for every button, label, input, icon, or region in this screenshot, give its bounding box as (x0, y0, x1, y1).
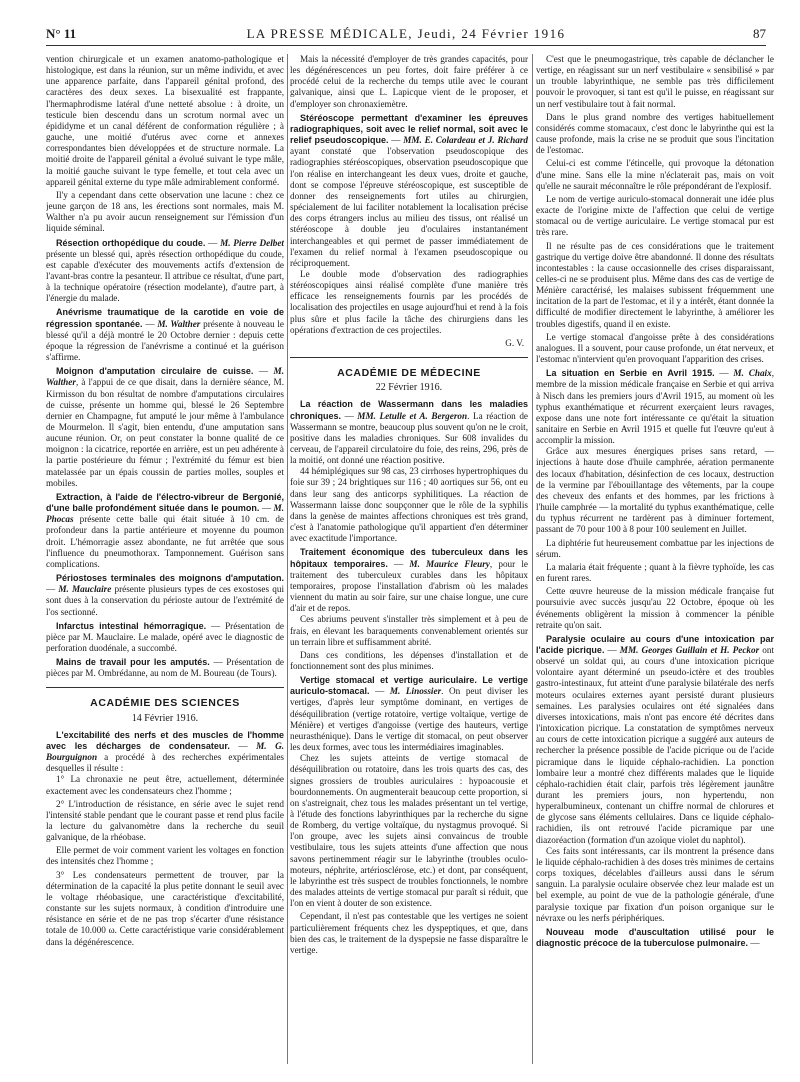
page-number: 87 (753, 26, 766, 41)
paragraph: Celui-ci est comme l'étincelle, qui provoque la détonation d'une mine. Sans elle la mine n'éclaterait pas, mais on voit qu'elle ne saurait méconnaître le rôle prépondérant de l'explosif. (536, 158, 774, 191)
section-separator (46, 687, 284, 688)
article-body: présente à nouveau le blessé qu'il a déjà montré le 20 Octobre dernier : depuis cette époque la régression de l'anévrisme a continué et la guérison s'affirme. (46, 318, 284, 363)
article-title: Traitement économique des tuberculeux dans les hôpitaux temporaires. (290, 547, 528, 569)
article: Vertige stomacal et vertige auriculaire. Le vertige auriculo-stomacal. — M. Linossier. On peut diviser les vertiges, d'après leur symptôme dominant, en vertiges de déséquilibration (vertige rotatoire, vertige voltaïque, vertige de Ménière) et vertiges d'angoisse (vertige des hauteurs, vertige neurasthénique). Dans le vertige dit stomacal, on peut observer les deux formes, avec tous les intermédiaires imaginables. (290, 675, 528, 753)
column-3 (536, 54, 774, 1064)
article: Nouveau mode d'auscultation utilisé pour le diagnostic précoce de la tuberculose pulmonaire. — (536, 926, 774, 949)
list-item: 1° La chronaxie ne peut être, actuellement, déterminée exactement avec les condensateurs chez l'homme ; (46, 774, 284, 796)
paragraph: La diphtérie fut heureusement combattue par les injections de sérum. (536, 537, 774, 559)
article: Résection orthopédique du coude. — M. Pierre Delbet présente un blessé qui, après résection orthopédique du coude, est capable d'exécuter des mouvements actifs d'extension de l'avant-bras contre la pesanteur. Il attribue ce résultat, d'une part, à la technique opératoire (résection modelante), d'autre part, à l'énergie du malade. (46, 237, 284, 304)
article-author: M. G. Bourguignon (46, 740, 284, 763)
article: Anévrisme traumatique de la carotide en voie de régression spontanée. — M. Walther présente à nouveau le blessé qu'il a déjà montré le 20 Octobre dernier : depuis cette époque la régression de l'anévrisme a continué et la guérison s'affirme. (46, 307, 284, 363)
article-body: . On peut diviser les vertiges, d'après leur symptôme dominant, en vertiges de déséquilibration (vertige rotatoire, vertige voltaïque, vertige de Ménière) et vertiges d'angoisse (vertige des hauteurs, vertige neurasthénique). Dans le vertige dit stomacal, on peut observer les deux formes, avec tous les intermédiaires imaginables. (290, 686, 528, 753)
article-author: M. Mauclaire (58, 584, 112, 595)
signature: G. V. (505, 337, 524, 348)
paragraph: Ces abriums peuvent s'installer très simplement et à peu de frais, en élevant les baraquements convenablement orientés sur un terrain libre et suffisamment abrité. (290, 614, 528, 647)
article: Stéréoscope permettant d'examiner les épreuves radiographiques, soit avec le relief normal, soit avec le relief pseudoscopique. — MM. E. Colardeau et J. Richard ayant constaté que l'observation pseudoscopique des radiographies stéréoscopiques, observation pseudoscopique que l'on réalise en interchangeant les deux vues, droite et gauche, dont se compose l'épreuve stéréoscopique, est susceptible de donner des renseignements fort utiles au chirurgien, spécialement de lui faciliter notablement la localisation précise des corps étrangers inclus au milieu des tissus, ont réalisé un stéréoscope à double jeu d'oculaires instantanément interchangeables et qui permet de passer immédiatement de l'examen du relief normal à l'examen pseudoscopique ou réciproquement. (290, 112, 528, 268)
paragraph: Le vertige stomacal d'angoisse prête à des considérations analogues. Il a souvent, pour cause profonde, un état nerveux, et l'estomac n'intervient qu'en provoquant l'apparition des crises. (536, 331, 774, 365)
paragraph: La malaria était fréquente ; quant à la fièvre typhoïde, les cas en furent rares. (536, 561, 774, 584)
article-title: Stéréoscope permettant d'examiner les épreuves radiographiques, soit avec le relief normal, soit avec le relief pseudoscopique. (290, 112, 528, 146)
list-item: Elle permet de voir comment varient les voltages en fonction des intensités chez l'homme ; (46, 845, 284, 867)
article-body: présente cette balle qui était située à 10 cm. de profondeur dans la partie antérieure et moyenne du poumon droit. L'hémorragie assez abondante, ne fut arrêtée que sous l'influence du pneumothorax. Tamponnement. Guérison sans complications. (46, 514, 284, 569)
header-rule (46, 45, 766, 46)
article: Moignon d'amputation circulaire de cuisse. — M. Walther, à l'appui de ce que disait, dans la dernière séance, M. Kirmisson du bon résultat de nombre d'amputations circulaires de cuisse, présente un homme qui, blessé le 26 Septembre dernier en Champagne, fut amputé le jour même à l'ambulance de Mourmelon. Il s'agit, bien entendu, d'une amputation sans aucune réunion. Or, on peut constater la bonne qualité de ce moignon : la cicatrice, reportée en arrière, est un peu adhérente à la partie postérieure du fémur ; l'extrémité du fémur est bien matelassée par un épais coussin de parties molles, souples et mobiles. (46, 366, 284, 488)
article: Périostoses terminales des moignons d'amputation. — M. Mauclaire présente plusieurs types de ces exostoses qui sont dues à la conservation du périoste autour de l'extrémité de l'os sectionné. (46, 573, 284, 617)
list-item: 3° Les condensateurs permettent de trouver, par la détermination de la capacité la plus petite donnant le seuil avec le voltage rhéobasique, une caractéristique d'excitabilité, constante sur les sujets normaux, à condition d'introduire une résistance en série et de ne pas trop s'écarter d'une résistance totale de 10.000 ω. Cette caractéristique varie considérablement dans la dégénérescence. (46, 869, 284, 947)
article-body: présente un blessé qui, après résection orthopédique du coude, est capable d'exécuter des mouvements actifs d'extension de l'avant-bras contre la pesanteur. Il attribue ce résultat, d'une part, à la technique opératoire (résection modelante), d'autre part, à l'énergie du malade. (46, 248, 284, 304)
paragraph: Il ne résulte pas de ces considérations que le traitement gastrique du vertige doive être abandonné. Il donne des résultats incontestables : la cause occasionnelle des crises disparaissant, celles-ci ne se produisent plus. Même dans des cas de vertige de Ménière caractérisé, les malaises subissent fréquemment une incitation de la part de l'estomac, et il y a intérêt, étant donnée la difficulté de modifier directement le labyrinthe, à améliorer les troubles digestifs, quand il en existe. (536, 240, 774, 329)
section-date: 14 Février 1916. (131, 712, 199, 724)
article-body: , pour le traitement des tuberculeux curables dans les hôpitaux temporaires, propose l'installation d'abrism où les malades viennent du matin au soir faire, sur une chaise longue, une cure d'air et de repos. (290, 558, 528, 614)
paragraph: Mais la nécessité d'employer de très grandes capacités, pour les dégénérescences un peu fortes, doit faire préférer à ce procédé celui de la recherche du temps utile avec le courant galvanique, ainsi que L. Lapicque vient de le proposer, et d'employer son chronaxiemètre. (290, 54, 528, 109)
article-body: Présentation de pièces par M. Ombrédanne, au nom de M. Boureau (de Tours). (46, 657, 284, 679)
section-heading: ACADÉMIE DE MÉDECINE (337, 367, 481, 380)
article: Extraction, à l'aide de l'électro-vibreur de Bergonié, d'une balle profondément située dans le poumon. — M. Phocas présente cette balle qui était située à 10 cm. de profondeur dans la partie antérieure et moyenne du poumon droit. L'hémorragie assez abondante, ne fut arrêtée que sous l'influence du pneumothorax. Tamponnement. Guérison sans complications. (46, 491, 284, 569)
article: Mains de travail pour les amputés. — Présentation de pièces par M. Ombrédanne, au nom de M. Boureau (de Tours). (46, 657, 284, 679)
article-title: Infarctus intestinal hémorragique. (56, 620, 207, 631)
column-2 (290, 54, 528, 1064)
column-divider (287, 54, 288, 1064)
article: La réaction de Wassermann dans les maladies chroniques. — MM. Letulle et A. Bergeron. La réaction de Wassermann se montre, beaucoup plus souvent qu'on ne le croit, positive dans les maladies chroniques. Sur 608 invalides du cerveau, de l'appareil circulatoire du foie, des reins, 296, près de la moitié, ont donné une réaction positive. (290, 399, 528, 466)
paragraph: 44 hémiplégiques sur 98 cas, 23 cirrhoses hypertrophiques du foie sur 39 ; 24 brightiques sur 116 ; 40 aortiques sur 56, ont eu dans leur sang des anticorps syphilitiques. La réaction de Wassermann laisse donc soupçonner que le rôle de la syphilis dans la genèse de maintes affections chroniques est très grand, c'est à l'anatomie pathologique qu'il appartient d'en déterminer avec exactitude l'importance. (290, 466, 528, 544)
page-header (46, 26, 766, 44)
issue-number: N° 11 (46, 26, 77, 41)
article: Infarctus intestinal hémorragique. — Présentation de pièce par M. Mauclaire. Le malade, opéré avec le diagnostic de perforation duodénale, a succombé. (46, 620, 284, 653)
article-title: Extraction, à l'aide de l'électro-vibreur de Bergonié, d'une balle profondément située dans le poumon. (46, 491, 284, 514)
article-author: M. Chaix (733, 368, 772, 379)
article: L'excitabilité des nerfs et des muscles de l'homme avec les décharges de condensateur. — M. G. Bourguignon a procédé à des recherches expérimentales desquelles il résulte : (46, 729, 284, 774)
paragraph: Grâce aux mesures énergiques prises sans retard, — injections à haute dose d'huile camphrée, aération permanente des locaux d'habitation, désinfection de ces locaux, destruction de la vermine par l'ébouillantage des vêtements, par la coupe des cheveux des enfants et des hommes, par les frictions à l'huile camphrée — la mortalité du typhus exanthématique, celle du typhus récurrent ne tardèrent pas à diminuer fortement, passant de 70 pour 100 à 8 pour 100 seulement en Juillet. (536, 446, 774, 535)
paragraph: Cependant, il n'est pas contestable que les vertiges ne soient particulièrement fréquents chez les dyspeptiques, et que, dans bien des cas, le traitement de la dyspepsie ne fasse disparaître le vertige. (290, 911, 528, 955)
article-body: a procédé à des recherches expérimentales desquelles il résulte : (46, 752, 284, 774)
paragraph: Dans ces conditions, les dépenses d'installation et de fonctionnement sont des plus minimes. (290, 649, 528, 671)
article-body: présente plusieurs types de ces exostoses qui sont dues à la conservation du périoste autour de l'extrémité de l'os sectionné. (46, 584, 284, 617)
article-body: ayant constaté que l'observation pseudoscopique des radiographies stéréoscopiques, observation pseudoscopique que l'on réalise en interchangeant les deux vues, droite et gauche, dont se compose l'épreuve stéréoscopique, est susceptible de donner des renseignements fort utiles au chirurgien, spécialement de lui faciliter notablement la localisation précise des corps étrangers inclus au milieu des tissus, ont réalisé un stéréoscope à double jeu d'oculaires instantanément interchangeables et qui permet de passer immédiatement de l'examen du relief normal à l'examen pseudoscopique ou réciproquement. (290, 146, 528, 268)
article-author: M. Linossier (389, 686, 442, 697)
paragraph: Le double mode d'observation des radiographies stéréoscopiques ainsi réalisé complète d'une manière très efficace les renseignements fournis par les procédés de localisation des projectiles en usage aujourd'hui et rend à la fois plus sûre et plus facile la tâche des chirurgiens dans les opérations d'extraction de ces projectiles. (290, 268, 528, 335)
article-body: , à l'appui de ce que disait, dans la dernière séance, M. Kirmisson du bon résultat de nombre d'amputations circulaires de cuisse, présente un homme qui, blessé le 26 Septembre dernier en Champagne, fut amputé le jour même à l'ambulance de Mourmelon. Il s'agit, bien entendu, d'une amputation sans aucune réunion. Or, on peut constater la bonne qualité de ce moignon : la cicatrice, reportée en arrière, est un peu adhérente à la partie postérieure du fémur ; l'extrémité du fémur est bien matelassée par un épais coussin de parties molles, souples et mobiles. (46, 377, 284, 488)
paragraph: C'est que le pneumogastrique, très capable de déclancher le vertige, en réagissant sur un nerf vestibulaire « sensibilisé » par un trouble labyrinthique, ne semble pas très difficilement pouvoir le provoquer, si tant est qu'il le puisse, en réagissant sur un nerf vestibulaire tout à fait normal. (536, 54, 774, 109)
article-title: La situation en Serbie en Avril 1915. (546, 368, 715, 379)
article-title: Résection orthopédique du coude. (56, 237, 206, 248)
article-title: Périostoses terminales des moignons d'amputation. (56, 573, 284, 584)
article-author: MM. Letulle et A. Bergeron (357, 410, 468, 421)
article: Paralysie oculaire au cours d'une intoxication par l'acide picrique. — MM. Georges Guillain et H. Peckor ont observé un soldat qui, au cours d'une intoxication picrique volontaire ayant déterminé un pseudo-ictère et des troubles gastro-intestinaux, fut atteint d'une paralysie bilatérale des nerfs moteurs oculaires externes ayant persisté durant plusieurs semaines. Les paralysies oculaires ont été signalées dans diverses intoxications, mais n'ont pas encore été décrites dans l'intoxication picrique. La constatation de symptômes nerveux au cours de cette intoxication picrique a suggéré aux auteurs de rechercher la présence possible de l'acide picrique ou de l'acide picramique dans le liquide céphalo-rachidien. La ponction lombaire leur a montré chez différents malades que le liquide céphalo-rachidien était clair, parfois très légèrement jaunâtre durant les premiers jours, non hypertendu, non hyperalbumineux, contenant un chiffre normal de chlorures et de glycose sans éléments cellulaires. Dans ce liquide céphalo-rachidien, ils ont retrouvé l'acide picramique par une diazoréaction (formation d'un azoïque violet du naphtol). (536, 633, 774, 845)
article-author: M. Maurice Fleury (409, 558, 490, 569)
paragraph: Chez les sujets atteints de vertige stomacal de déséquilibration ou rotatoire, dans les trois quarts des cas, des signes grossiers de troubles auriculaires : hypoacousie et bourdonnements. On augmenterait beaucoup cette proportion, si on s'astreignait, chez tous les malades présentant un tel vertige, à l'étude des fonctions labyrinthiques par la recherche du signe de Romberg, du vertige voltaïque, du nystagmus provoqué. Si l'on groupe, avec les sujets ainsi convaincus de trouble vestibulaire, tous les sujets atteints d'une affection que nous savons pertinemment réagir sur le labyrinthe (troubles oculo-moteurs, néphrite, artériosclérose, etc.) et dont, par conséquent, le labyrinthe est très suspect de troubles fonctionnels, le nombre des malades atteints de vertige stomacal pur paraît si réduit, que l'on en vient à douter de son existence. (290, 753, 528, 909)
list-item: 2° L'introduction de résistance, en série avec le sujet rend l'intensité stable pendant que le courant passe et rend plus facile la lecture du galvanomètre dans la recherche du seuil galvanique, de la rhéobase. (46, 798, 284, 843)
article-body: ont observé un soldat qui, au cours d'une intoxication picrique volontaire ayant déterminé un pseudo-ictère et des troubles gastro-intestinaux, fut atteint d'une paralysie bilatérale des nerfs moteurs oculaires externes ayant persisté durant plusieurs semaines. Les paralysies oculaires ont été signalées dans diverses intoxications, mais n'ont pas encore été décrites dans l'intoxication picrique. La constatation de symptômes nerveux au cours de cette intoxication picrique a suggéré aux auteurs de rechercher la présence possible de l'acide picrique ou de l'acide picramique dans le liquide céphalo-rachidien. La ponction lombaire leur a montré chez différents malades que le liquide céphalo-rachidien était clair, parfois très légèrement jaunâtre durant les premiers jours, non hypertendu, non hyperalbumineux, contenant un chiffre normal de chlorures et de glycose sans éléments cellulaires. Dans ce liquide céphalo-rachidien, ils ont retrouvé l'acide picramique par une diazoréaction (formation d'un azoïque violet du naphtol). (536, 644, 774, 845)
article-title: La réaction de Wassermann dans les maladies chroniques. (290, 399, 528, 421)
article-title: Anévrisme traumatique de la carotide en voie de régression spontanée. (46, 307, 284, 329)
section-heading: ACADÉMIE DES SCIENCES (90, 697, 240, 710)
article-title: Mains de travail pour les amputés. (56, 657, 210, 668)
article-author: M. Phocas (46, 503, 284, 525)
section-date: 22 Février 1916. (375, 382, 443, 394)
column-divider (532, 54, 533, 1064)
paragraph: vention chirurgicale et un examen anatomo-pathologique et histologique, est dans la réunion, sur un même individu, et avec une apparence parfaite, dans l'appareil génital profond, des caractères des deux sexes. La bisexualité est frappante, l'hermaphrodisme latéral d'une netteté absolue : à droite, un testicule bien descendu dans un scrotum normal avec un épididyme et un canal déférent de conformation régulière ; à gauche, une moitié d'utérus avec corne et annexes correspondantes bien développées et de structure normale. La moitié droite de l'appareil génital a évolué suivant le type mâle, la moitié gauche suivant le type femelle, et tout cela avec un appareil génital externe du type mâle admirablement conformé. (46, 54, 284, 187)
article-body: , membre de la mission médicale française en Serbie et qui arriva à Nisch dans les premiers jours d'Avril 1915, au moment où les typhus exanthématique et récurrent exerçaient leurs ravages, expose dans une note fort intéressante ce qu'était la situation sanitaire en Serbie en Avril 1915 et quelle fut l'œuvre qu'eut à accomplir la mission. (536, 368, 774, 446)
article-author: M. Pierre Delbet (220, 237, 284, 248)
section-separator (290, 357, 528, 358)
paragraph: Dans le plus grand nombre des vertiges habituellement considérés comme stomacaux, c'est donc le labyrinthe qui est la cause profonde, mais la crise ne se produit que sous l'incitation de l'estomac. (536, 111, 774, 156)
article-body: Présentation de pièce par M. Mauclaire. Le malade, opéré avec le diagnostic de perforation duodénale, a succombé. (46, 620, 284, 653)
paragraph: Ces faits sont intéressants, car ils montrent la présence dans le liquide céphalo-rachidien à des doses très minimes de certains corps toxiques, décelables d'ailleurs aussi dans le sérum sanguin. La paralysie oculaire observée chez leur malade est un bel exemple, au point de vue de la pathologie générale, d'une paralysie toxique par fixation d'un poison organique sur le névraxe ou les nerfs périphériques. (536, 845, 774, 923)
article-author: M. Walther (46, 366, 284, 388)
column-1 (46, 54, 284, 1064)
article: La situation en Serbie en Avril 1915. — M. Chaix, membre de la mission médicale française en Serbie et qui arriva à Nisch dans les premiers jours d'Avril 1915, au moment où les typhus exanthématique et récurrent exerçaient leurs ravages, expose dans une note fort intéressante ce qu'était la situation sanitaire en Serbie en Avril 1915 et quelle fut l'œuvre qu'eut à accomplir la mission. (536, 368, 774, 446)
article: Traitement économique des tuberculeux dans les hôpitaux temporaires. — M. Maurice Fleury, pour le traitement des tuberculeux curables dans les hôpitaux temporaires, propose l'installation d'abrism où les malades viennent du matin au soir faire, sur une chaise longue, une cure d'air et de repos. (290, 547, 528, 614)
article-author: MM. E. Colardeau et J. Richard (403, 135, 528, 146)
article-author: MM. Georges Guillain et H. Peckor (619, 644, 760, 655)
article-body: . La réaction de Wassermann se montre, beaucoup plus souvent qu'on ne le croit, positive dans les maladies chroniques. Sur 608 invalides du cerveau, de l'appareil circulatoire du foie, des reins, 296, près de la moitié, ont donné une réaction positive. (290, 410, 528, 466)
article-title: Vertige stomacal et vertige auriculaire. Le vertige auriculo-stomacal. (290, 675, 528, 697)
article-title: L'excitabilité des nerfs et des muscles de l'homme avec les décharges de condensateur. (46, 729, 284, 751)
article-author: M. Walther (157, 318, 201, 329)
article-title: Nouveau mode d'auscultation utilisé pour le diagnostic précoce de la tuberculose pulmonaire. (536, 926, 774, 949)
paragraph: Cette œuvre heureuse de la mission médicale française fut poursuivie avec succès jusqu'au 22 Octobre, époque où les événements obligèrent la mission à commencer la pénible retraite qu'on sait. (536, 586, 774, 630)
paragraph: Il'y a cependant dans cette observation une lacune : chez ce jeune garçon de 18 ans, les érections sont normales, mais M. Walther n'a pu avoir aucun renseignement sur l'émission d'un liquide séminal. (46, 189, 284, 234)
journal-title: LA PRESSE MÉDICALE, Jeudi, 24 Février 1916 (246, 26, 566, 41)
article-title: Moignon d'amputation circulaire de cuisse. (56, 366, 254, 377)
article-title: Paralysie oculaire au cours d'une intoxication par l'acide picrique. (536, 633, 774, 655)
paragraph: Le nom de vertige auriculo-stomacal donnerait une idée plus exacte de l'origine mixte de l'affection que celui de vertige stomacal ou de vertige auriculaire. Le vertige stomacal pur est très rare. (536, 193, 774, 238)
